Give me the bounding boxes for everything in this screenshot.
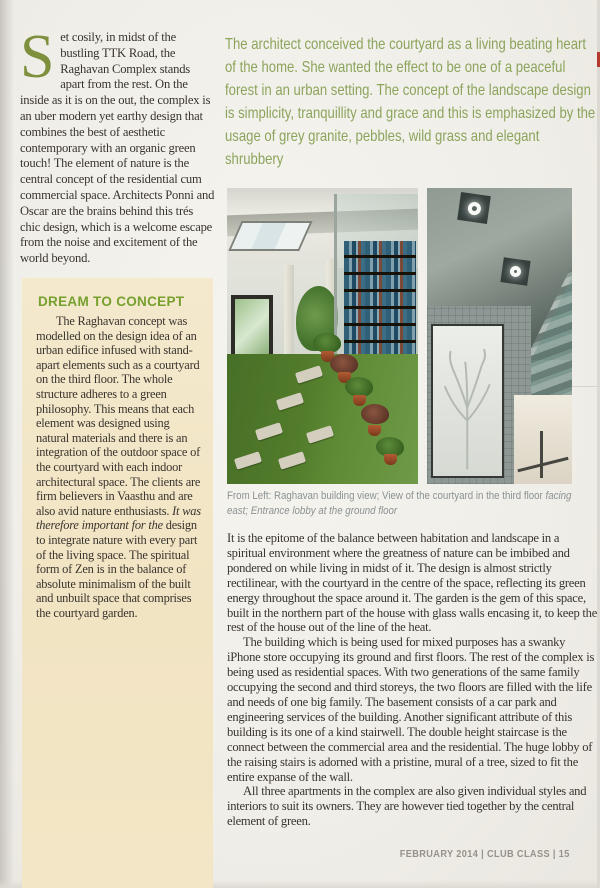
caption-italic: facing east; Entrance lobby at the ground floor [227, 490, 572, 517]
sidebar-heading: DREAM TO CONCEPT [38, 294, 185, 309]
intro-paragraph [20, 23, 216, 267]
photo-caption [227, 489, 587, 519]
article-body [227, 531, 599, 829]
sidebar-panel [22, 278, 213, 888]
courtyard-photo [227, 188, 418, 484]
sidebar-paragraph [36, 314, 202, 620]
tree-mural-panel [431, 324, 504, 478]
tree-mural-graphic [433, 326, 502, 476]
potted-plant [361, 404, 389, 424]
article-paragraph: The building which is being used for mixed purposes has a swanky iPhone store occupying its ground and first floors. The rest of the complex is being used as residential spaces. With two generations of the same family occupying the second and third storeys, the two floors are filled with the life and needs of one big family. The basement consists of a car park and engineering services of the building. Another significant attribute of this building is its one of a kind stairwell. The double height staircase is the connect between the commercial area and the residential. The huge lobby of the raising stairs is adorned with a pristine, mural of a tree, sized to fit the entire expanse of the wall. [227, 635, 595, 784]
article-paragraph: All three apartments in the complex are also given individual styles and interiors to suit its owners. They are however tied together by the central element of green. [227, 784, 587, 829]
potted-plant [330, 354, 358, 374]
intro-text: et cosily, in midst of the bustling TTK Road, the Raghavan Complex stands apart from the rest. On the inside as it is on the out, the complex is an uber modern yet earthy design that combines the best of aesthetic contemporary with an organic green touch! The element of nature is the central concept of the residential cum commercial space. Architects Ponni and Oscar are the brains behind this trés chic design, which is a welcome escape from the noise and excitement of the world beyond. [20, 30, 215, 266]
page-footer: FEBRUARY 2014 | CLUB CLASS | 15 [400, 849, 570, 860]
scan-edge-left [0, 0, 14, 888]
sidebar-text-2: design to integrate nature with every part of the living space. The spiritual form of Zen is in the balance of absolute minimalism of the built and unbuilt space that comprises the courtyard garden. [36, 518, 198, 620]
sidebar-text-1: The Raghavan concept was modelled on the design idea of an urban edifice infused with stand-apart elements such as a courtyard on the third floor. The whole structure adheres to a green philosophy. This means that each element was designed using natural materials and there is an integration of the outdoor space of the courtyard with each indoor architectural space. The clients are firm believers in Vaasthu and are also avid nature enthusiasts. [36, 314, 201, 518]
skylight [228, 221, 312, 251]
drop-cap: S [20, 23, 55, 91]
sidebar-text-italic: It was therefore important for the [36, 503, 201, 533]
ceiling-light [501, 257, 531, 286]
stair-railing [540, 431, 543, 478]
caption-regular: From Left: Raghavan building view; View of the courtyard in the third floor [227, 490, 546, 502]
ceiling-light [457, 192, 491, 224]
scan-crease [572, 386, 600, 387]
pull-quote: The architect conceived the courtyard as a living beating heart of the home. She wanted the effect to be one of a peaceful forest in an urban setting. The concept of the landscape design is simplicity, tranquillity and grace and this is emphasized by the usage of grey granite, pebbles, wild grass and elegant shrubbery [225, 36, 596, 168]
article-paragraph: It is the epitome of the balance between habitation and landscape in a spiritual environment where the greatness of nature can be imbibed and pondered on while living in midst of it. The design is almost strictly rectilinear, with the courtyard in the centre of the space, reflecting its green energy throughout the space around it. The garden is the gem of this space, built in the northern part of the house with glass walls encasing it, to keep the rest of the house out of the line of the heat. [227, 531, 598, 635]
lobby-photo [427, 188, 572, 484]
plant-pot [384, 454, 397, 465]
